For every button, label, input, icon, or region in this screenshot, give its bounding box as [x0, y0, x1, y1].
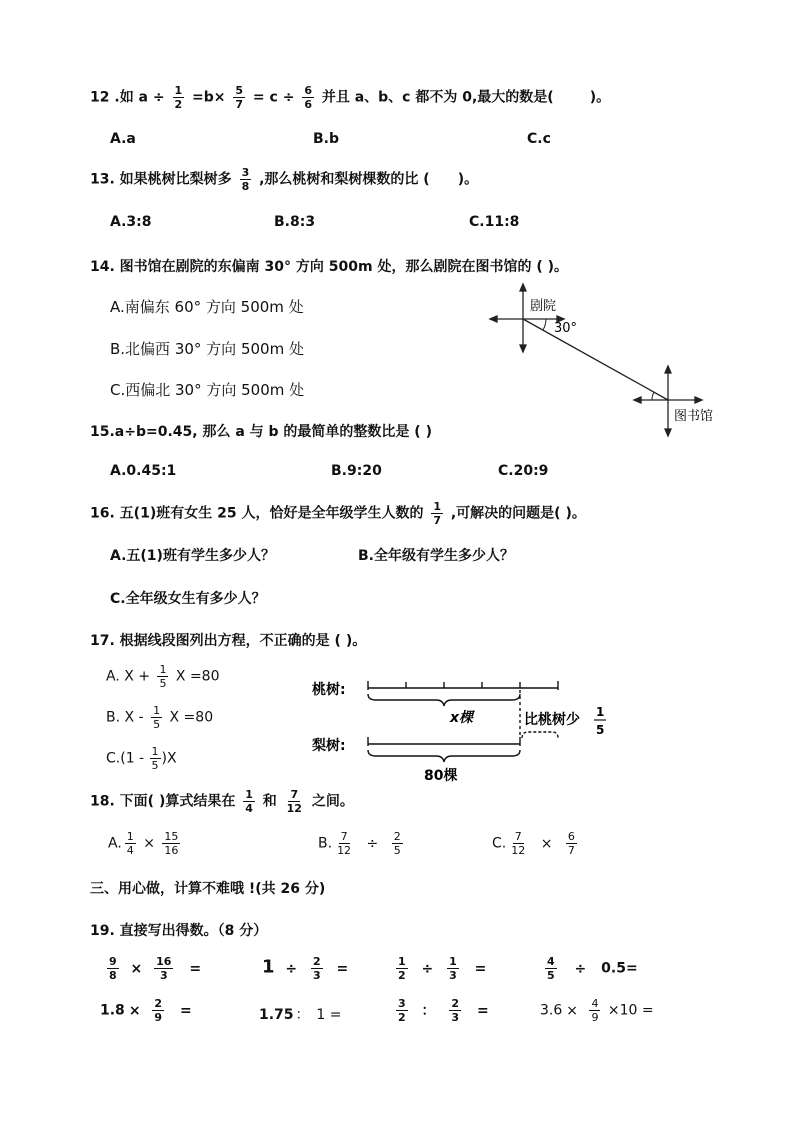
segment-diagram — [310, 668, 630, 788]
option-c[interactable]: C.20:9 — [498, 463, 549, 479]
calc-item[interactable]: $\frac{4}{5}$ ÷ 0.5= — [547, 955, 638, 982]
fraction: $\frac{7}{12}$ — [286, 788, 302, 815]
question-15: 15.a÷b=0.45, 那么 a 与 b 的最简单的整数比是 ( ) — [90, 424, 432, 440]
label-less: 比桃树少 — [524, 712, 580, 728]
calc-item[interactable]: 1.75 ： 1 = — [259, 1007, 342, 1023]
calc-item[interactable]: $\frac{1}{2}$ ÷ $\frac{1}{3}$ = — [398, 955, 487, 982]
fraction: $\frac{1}{2}$ — [174, 84, 183, 111]
option-c[interactable]: C.11:8 — [469, 214, 520, 230]
option-b[interactable]: B.8:3 — [274, 214, 316, 230]
calc-item[interactable]: 3.6 × $\frac{4}{9}$ ×10 = — [540, 997, 654, 1024]
fraction: $\frac{5}{7}$ — [235, 84, 244, 111]
fraction: $\frac{1}{5}$ — [151, 745, 159, 772]
fraction: $\frac{1}{5}$ — [159, 663, 167, 690]
label-x: x棵 — [450, 710, 474, 726]
label-theater: 剧院 — [530, 299, 557, 314]
option-a[interactable]: A.0.45:1 — [110, 463, 177, 479]
option-a[interactable]: A. X + $\frac{1}{5}$ X =80 — [106, 663, 220, 690]
calc-item[interactable]: 1 ÷ $\frac{2}{3}$ = — [262, 955, 349, 982]
calc-item[interactable]: 1.8 × $\frac{2}{9}$ = — [100, 997, 192, 1024]
calc-item[interactable]: $\frac{9}{8}$ × $\frac{16}{3}$ = — [109, 955, 202, 982]
option-a[interactable]: A.南偏东 60° 方向 500m 处 — [110, 298, 304, 316]
fraction: $\frac{3}{8}$ — [241, 166, 250, 193]
question-19: 19. 直接写出得数。（8 分） — [90, 923, 268, 939]
option-a[interactable]: A.a — [110, 131, 136, 147]
option-a[interactable]: A.五(1)班有学生多少人？ — [110, 548, 275, 564]
section-heading: 三、用心做，计算不难哦 !(共 26 分) — [90, 881, 326, 897]
option-b[interactable]: B.9:20 — [331, 463, 382, 479]
fraction: $\frac{1}{4}$ — [245, 788, 253, 815]
option-c[interactable]: C.(1 - $\frac{1}{5}$ )X — [106, 745, 177, 772]
option-c[interactable]: C.c — [527, 131, 551, 147]
option-b[interactable]: B. $\frac{7}{12}$ ÷ $\frac{2}{5}$ — [318, 830, 401, 857]
question-16: 16. 五(1)班有女生 25 人，恰好是全年级学生人数的 $\frac{1}{7}$ ,可解决的问题是( )。 — [90, 500, 586, 527]
fraction: $\frac{6}{6}$ — [304, 84, 312, 111]
direction-diagram — [484, 280, 744, 440]
option-a[interactable]: A.3:8 — [110, 214, 152, 230]
label-angle: 30° — [554, 321, 578, 336]
option-b[interactable]: B.b — [313, 131, 340, 147]
less-frac-den: 5 — [596, 723, 605, 737]
question-14: 14. 图书馆在剧院的东偏南 30° 方向 500m 处，那么剧院在图书馆的 ( )。 — [90, 259, 569, 275]
option-c[interactable]: C. $\frac{7}{12}$ × $\frac{6}{7}$ — [492, 830, 575, 857]
question-12: 12 .如 a ÷ $\frac{1}{2}$ =b× $\frac{5}{7}$ = c ÷ $\frac{6}{6}$ 并且 a、b、c 都不为 0,最大的数是( )。 — [90, 84, 611, 111]
calc-item[interactable]: $\frac{3}{2}$ ： $\frac{2}{3}$ = — [398, 997, 489, 1024]
less-frac-num: 1 — [596, 705, 605, 719]
question-18: 18. 下面( )算式结果在 $\frac{1}{4}$ 和 $\frac{7}{12}$ 之间。 — [90, 788, 354, 815]
label-total: 80棵 — [424, 768, 458, 784]
fraction: $\frac{1}{7}$ — [433, 500, 441, 527]
fraction: $\frac{1}{5}$ — [153, 704, 161, 731]
label-pear: 梨树: — [312, 738, 346, 754]
option-b[interactable]: B. X - $\frac{1}{5}$ X =80 — [106, 704, 214, 731]
option-c[interactable]: C.西偏北 30° 方向 500m 处 — [110, 381, 305, 399]
question-13: 13. 如果桃树比梨树多 $\frac{3}{8}$ ,那么桃树和梨树棵数的比 ( )。 — [90, 166, 479, 193]
label-library: 图书馆 — [674, 409, 714, 424]
label-peach: 桃树: — [312, 682, 346, 698]
question-17: 17. 根据线段图列出方程，不正确的是 ( )。 — [90, 633, 367, 649]
option-c[interactable]: C.全年级女生有多少人？ — [110, 591, 266, 607]
option-b[interactable]: B.北偏西 30° 方向 500m 处 — [110, 340, 304, 358]
option-b[interactable]: B.全年级有学生多少人？ — [358, 548, 514, 564]
option-a[interactable]: A. $\frac{1}{4}$ × $\frac{15}{16}$ — [108, 830, 179, 857]
